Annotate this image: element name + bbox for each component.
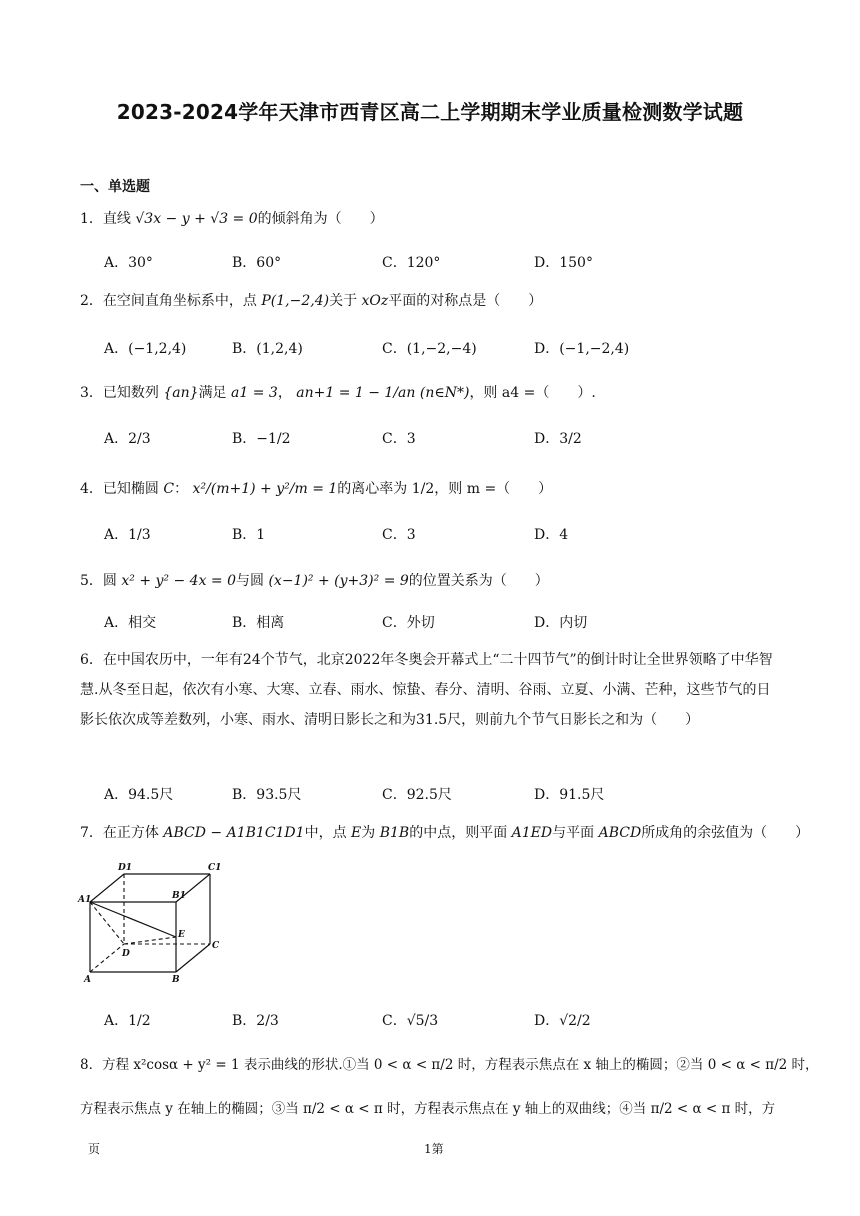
q2-option-a[interactable]: A．(−1,2,4) [104,341,187,357]
q2-point: P(1,−2,4) [261,293,330,309]
label-c: C [212,941,220,951]
question-7 [80,822,809,844]
q4-text-mid: 的离心率为 [337,481,408,497]
q3-recurrence: an+1 = 1 − 1/an (n∈N*) [296,385,470,401]
question-1 [80,208,384,230]
q4-ellipse-equation: x²/(m+1) + y²/m = 1 [192,481,338,497]
q6-option-a[interactable]: A．94.5尺 [104,787,174,803]
q4-option-b[interactable]: B．1 [232,527,266,543]
q5-text-post: 的位置关系为（ ） [408,573,549,589]
q4-option-c[interactable]: C．3 [382,527,416,543]
q3-option-d[interactable]: D．3/2 [534,431,582,447]
label-b: B [172,975,180,985]
q2-option-d[interactable]: D．(−1,−2,4) [534,341,630,357]
question-8-line-1: 8．方程 x²cosα + y² = 1 表示曲线的形状.①当 0 < α < π/2 时，方程表示焦点在 x 轴上的椭圆；②当 0 < α < π/2 时， [80,1057,819,1073]
q7-text-4: 与平面 [552,825,595,841]
q1-option-b[interactable]: B．60° [232,255,282,271]
q3-sequence: {an} [163,385,199,401]
section-heading: 一、单选题 [80,179,150,195]
label-d1: D1 [118,863,133,873]
q7-point-e: E [351,825,362,841]
q5-option-d[interactable]: D．内切 [534,615,588,631]
cube-diagram [76,858,226,988]
q7-text-post: 所成角的余弦值为（ ） [641,825,810,841]
q5-text-mid: 与圆 [236,573,265,589]
q7-option-c[interactable]: C．√5/3 [382,1013,439,1029]
q7-option-a[interactable]: A．1/2 [104,1013,151,1029]
label-d: D [122,949,130,959]
q6-option-b[interactable]: B．93.5尺 [232,787,302,803]
q1-equation: √3x − y + √3 = 0 [135,211,258,227]
label-c1: C1 [208,863,222,873]
q6-option-c[interactable]: C．92.5尺 [382,787,452,803]
q6-option-d[interactable]: D．91.5尺 [534,787,605,803]
q3-text-post: ，则 a4 =（ ）. [469,385,596,401]
q7-plane-1: A1ED [511,825,553,841]
question-8-line-2: 方程表示焦点 y 在轴上的椭圆；③当 π/2 < α < π 时，方程表示焦点在 y 轴上的双曲线；④当 π/2 < α < π 时，方 [80,1101,776,1117]
q4-option-d[interactable]: D．4 [534,527,569,543]
label-b1: B1 [172,891,186,901]
q4-text-pre: 已知椭圆 [102,481,159,497]
q1-option-d[interactable]: D．150° [534,255,593,271]
q2-plane: xOz [361,293,389,309]
q2-option-b[interactable]: B．(1,2,4) [232,341,303,357]
q3-option-b[interactable]: B．−1/2 [232,431,291,447]
q4-ellipse-name: C [163,481,175,497]
q7-text-1: 中，点 [304,825,347,841]
q5-text-pre: 圆 [102,573,117,589]
q2-text-post: 平面的对称点是（ ） [388,293,543,309]
q3-option-a[interactable]: A．2/3 [104,431,151,447]
label-e: E [178,930,185,940]
q1-text-pre: 直线 [102,211,131,227]
question-2 [80,290,542,312]
q7-text-2: 为 [361,825,376,841]
q2-number: 2． [80,293,103,309]
q3-initial-term: a1 = 3 [231,385,278,401]
q7-option-b[interactable]: B．2/3 [232,1013,279,1029]
q2-text-pre: 在空间直角坐标系中，点 [102,293,257,309]
q4-number: 4． [80,481,103,497]
q7-plane-2: ABCD [598,825,642,841]
question-5 [80,570,549,592]
page-number: 1第 [424,1142,444,1156]
q4-eccentricity: 1/2 [411,481,435,497]
q3-text-pre: 已知数列 [102,385,159,401]
q3-option-c[interactable]: C．3 [382,431,416,447]
q1-number: 1． [80,211,103,227]
q5-circle-2: (x−1)² + (y+3)² = 9 [268,573,409,589]
question-6: 6．在中国农历中，一年有24个节气，北京2022年冬奥会开幕式上“二十四节气”的倒计时让全世界领略了中华智慧.从冬至日起，依次有小寒、大寒、立春、雨水、惊蛰、春分、清明、谷雨、立夏、小满、芒种，这些节气的日影长依次成等差数列，小寒、雨水、清明日影长之和为31.5尺，则前九个节气日影长之和为（ ） [80,652,773,728]
q7-text-pre: 在正方体 [102,825,159,841]
question-4: 4．已知椭圆 C： x²/(m+1) + y²/m = 1的离心率为 1/2，则 m =（ ） [80,481,553,497]
q1-text-post: 的倾斜角为（ ） [257,211,384,227]
q7-text-3: 的中点，则平面 [409,825,508,841]
q7-option-d[interactable]: D．√2/2 [534,1013,591,1029]
q7-number: 7． [80,825,103,841]
q2-text-mid: 关于 [329,293,358,309]
page-title: 2023-2024学年天津市西青区高二上学期期末学业质量检测数学试题 [116,100,744,124]
q5-circle-1: x² + y² − 4x = 0 [121,573,237,589]
q1-option-a[interactable]: A．30° [104,255,153,271]
q7-segment: B1B [379,825,410,841]
q3-text-mid: 满足 [198,385,227,401]
q5-option-a[interactable]: A．相交 [104,615,157,631]
q1-option-c[interactable]: C．120° [382,255,441,271]
q2-option-c[interactable]: C．(1,−2,−4) [382,341,477,357]
label-a1: A1 [78,895,92,905]
q4-text-post: ，则 m =（ ） [434,481,553,497]
q5-option-c[interactable]: C．外切 [382,615,435,631]
q5-number: 5． [80,573,103,589]
label-a: A [84,975,91,985]
q5-option-b[interactable]: B．相离 [232,615,285,631]
q4-option-a[interactable]: A．1/3 [104,527,151,543]
question-3: 3．已知数列 {an}满足 a1 = 3， an+1 = 1 − 1/an (n∈N*)，则 a4 =（ ）. [80,385,596,401]
footer-left: 页 [88,1142,101,1156]
q7-cube: ABCD − A1B1C1D1 [163,825,305,841]
q3-number: 3． [80,385,103,401]
